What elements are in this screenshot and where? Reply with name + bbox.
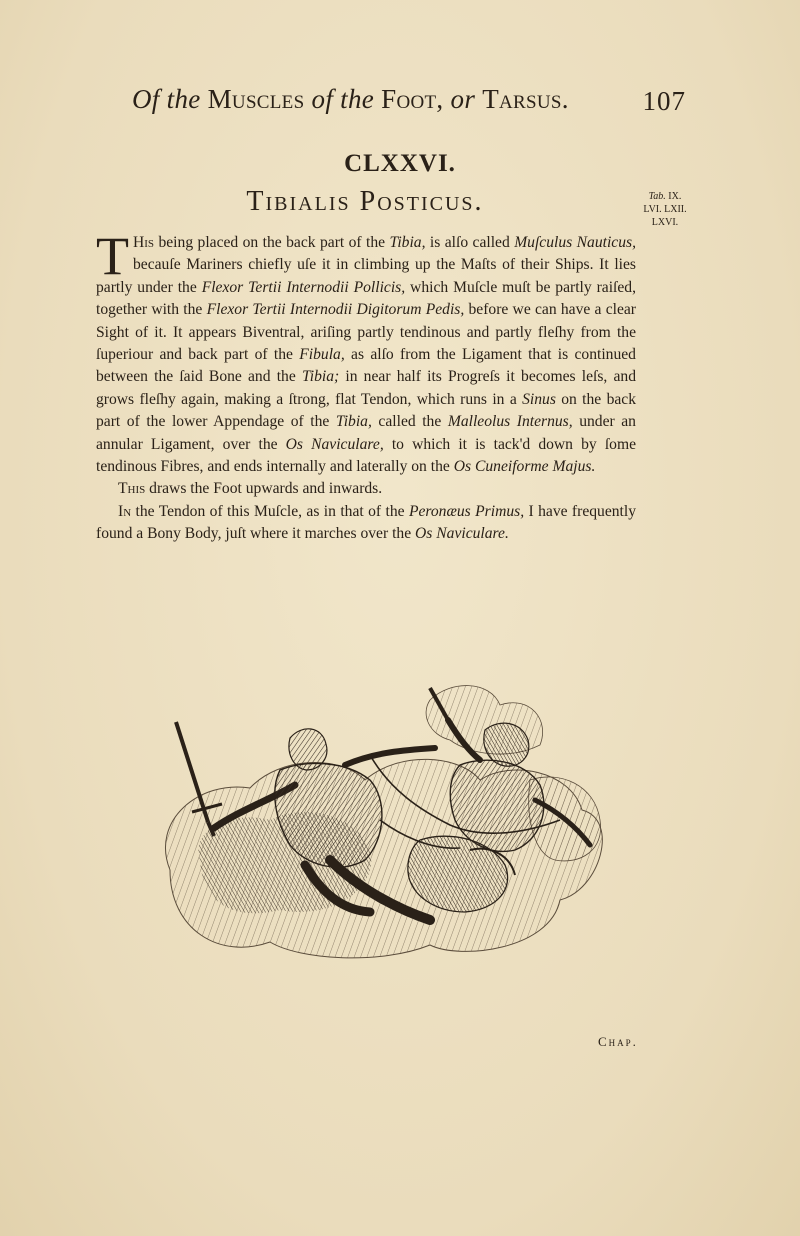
text-segment: draws the Foot upwards and inwards. bbox=[145, 480, 383, 498]
chapter-number: CLXXVI. bbox=[344, 150, 456, 177]
text-segment: Fibula, bbox=[299, 346, 345, 364]
text-segment: Tibia, bbox=[335, 413, 372, 431]
text-segment: Os Naviculare, bbox=[285, 435, 384, 453]
text-segment: This bbox=[118, 480, 146, 498]
margin-note-plates bbox=[634, 190, 696, 229]
paragraph-observation bbox=[96, 501, 636, 546]
text-segment: Os Cuneiforme Majus. bbox=[453, 458, 596, 476]
rh-foot: Foot, bbox=[381, 84, 444, 114]
catchword: Chap. bbox=[598, 1034, 638, 1049]
text-segment: under an annular Ligament, over the bbox=[96, 413, 636, 453]
text-segment: being placed on the back part of the bbox=[154, 234, 390, 251]
text-segment: to which it is tack'd down by ſome tendinous Fibres, and ends internally and laterally on the bbox=[96, 435, 636, 476]
margin-note-line3: LXVI. bbox=[651, 217, 679, 228]
page-number: 107 bbox=[642, 86, 686, 116]
rh-of-the-2: of the bbox=[311, 84, 375, 114]
text-segment: Malleolus Internus, bbox=[447, 413, 573, 431]
text-segment: Sinus bbox=[522, 390, 556, 408]
chapter-title: Tibialis Posticus. bbox=[246, 186, 484, 217]
text-segment: which Muſcle muſt be partly raiſed, together with the bbox=[96, 278, 636, 319]
margin-note-tab-num: IX. bbox=[668, 191, 682, 202]
text-segment: as alſo from the Ligament that is continued between the ſaid Bone and the bbox=[96, 346, 636, 386]
text-segment: Os Naviculare. bbox=[415, 525, 509, 543]
text-segment: before we can have a clear Sight of it. It appears Biventral, ariſing partly tendinous and partly fleſhy from the ſuperiour and back part of the bbox=[96, 301, 636, 364]
rh-of-the: Of the bbox=[132, 84, 201, 114]
drop-cap: T bbox=[96, 226, 129, 286]
text-segment: I have frequently found a Bony Body, juſt where it marches over the bbox=[96, 502, 637, 543]
margin-note-tab: Tab. bbox=[648, 191, 666, 202]
margin-note-line2: LVI. LXII. bbox=[643, 204, 687, 215]
text-segment: Tibia, bbox=[389, 234, 426, 251]
rh-muscles: Muscles bbox=[207, 84, 305, 114]
text-segment: Flexor Tertii Internodii Digitorum Pedis, bbox=[206, 301, 465, 319]
text-segment: Peronæus Primus, bbox=[408, 502, 525, 520]
vignette-illustration bbox=[130, 660, 670, 1000]
text-segment: called the bbox=[371, 413, 448, 431]
engraved-vignette bbox=[130, 660, 670, 1000]
body-text bbox=[96, 226, 637, 546]
running-head bbox=[132, 84, 692, 124]
paragraph-action bbox=[96, 478, 636, 500]
rh-tarsus: Tarsus. bbox=[482, 84, 569, 114]
text-segment: Flexor Tertii Internodii Pollicis, bbox=[201, 278, 406, 296]
text-segment: In bbox=[118, 502, 132, 520]
text-segment: is alſo called bbox=[425, 234, 515, 251]
rh-or: or bbox=[450, 84, 476, 114]
text-segment: in near half its Progreſs it becomes leſs, and grows fleſhy again, making a ſtrong, flat Tendon, which runs in a bbox=[96, 368, 636, 408]
text-segment: becauſe Mariners chiefly uſe it in climbing up the Maſts of their Ships. It lies partly under the bbox=[96, 256, 636, 296]
text-segment: His bbox=[133, 234, 155, 251]
text-segment: Muſculus Nauticus, bbox=[514, 234, 636, 251]
text-segment: on the back part of the lower Appendage of the bbox=[96, 390, 637, 431]
running-head-title bbox=[132, 84, 569, 115]
paragraph-description bbox=[96, 226, 637, 478]
text-segment: Tibia; bbox=[301, 368, 340, 386]
text-segment: the Tendon of this Muſcle, as in that of the bbox=[131, 502, 409, 520]
